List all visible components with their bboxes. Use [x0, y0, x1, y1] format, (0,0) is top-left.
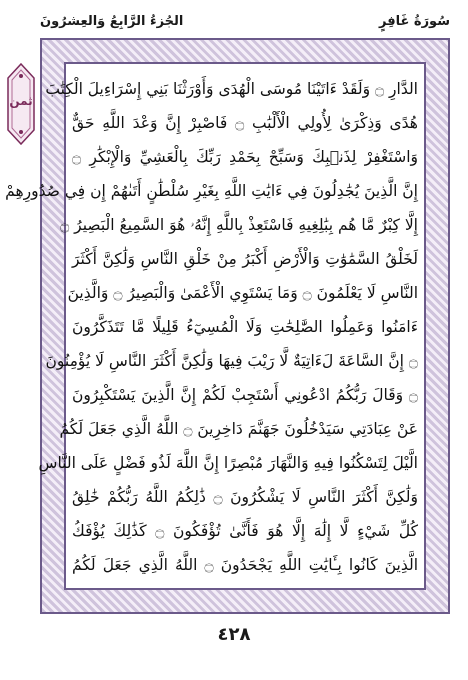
text-line-9: ۝ إِنَّ السَّاعَةَ لَءَاتِيَةٌ لَّا رَيْبَ فِيهَا وَلَٰكِنَّ أَكْثَرَ النَّاسِ لَا يُؤْمِنُونَ [45, 352, 418, 370]
page-number: ٤٢٨ [217, 624, 251, 645]
marker-label: ثمن [9, 94, 33, 108]
text-line-11: عَنْ عِبَادَتِي سَيَدْخُلُونَ جَهَنَّمَ دَاخِرِينَ ۝ اللَّهُ الَّذِي جَعَلَ لَكُمُ [59, 420, 418, 438]
text-line-3: وَاسْتَغْفِرْ لِذَنۢبِكَ وَسَبِّحْ بِحَمْدِ رَبِّكَ بِالْعَشِيِّ وَالْإِبْكَٰرِ ۝ [72, 148, 418, 166]
text-line-15: الَّذِينَ كَانُوا بِـَٔايَٰتِ اللَّهِ يَجْحَدُونَ ۝ اللَّهُ الَّذِي جَعَلَ لَكُمُ [72, 556, 418, 574]
juz-label: الجُزءُ الرَّابِعُ وَالعِشرُونَ [40, 13, 184, 29]
text-line-13: وَلَٰكِنَّ أَكْثَرَ النَّاسِ لَا يَشْكُرُونَ ۝ ذَٰلِكُمُ اللَّهُ رَبُّكُمْ خَٰلِقُ [72, 488, 418, 506]
text-line-10: ۝ وَقَالَ رَبُّكُمُ ادْعُونِي أَسْتَجِبْ لَكُمْ إِنَّ الَّذِينَ يَسْتَكْبِرُونَ [72, 386, 418, 404]
text-line-8: ءَامَنُوا وَعَمِلُوا الصَّٰلِحَٰتِ وَلَا الْمُسِيٓءُ قَلِيلًا مَّا تَتَذَكَّرُونَ [72, 318, 418, 336]
text-line-12: الَّيْلَ لِتَسْكُنُوا فِيهِ وَالنَّهَارَ مُبْصِرًا إِنَّ اللَّهَ لَذُو فَضْلٍ عَلَى النَّاسِ [38, 454, 418, 472]
page-header [40, 10, 450, 32]
text-line-4: إِنَّ الَّذِينَ يُجَٰدِلُونَ فِي ءَايَٰتِ اللَّهِ بِغَيْرِ سُلْطَٰنٍ أَتَىٰهُمْ إِن فِي صُدُورِهِمْ [5, 182, 418, 200]
text-line-5: إِلَّا كِبْرٌ مَّا هُم بِبَٰلِغِيهِ فَاسْتَعِذْ بِاللَّهِ إِنَّهُۥ هُوَ السَّمِيعُ الْبَصِيرُ ۝ [60, 216, 418, 234]
text-line-7: النَّاسِ لَا يَعْلَمُونَ ۝ وَمَا يَسْتَوِي الْأَعْمَىٰ وَالْبَصِيرُ ۝ وَالَّذِينَ [67, 284, 418, 302]
text-line-14: كُلِّ شَيْءٍ لَّا إِلَٰهَ إِلَّا هُوَ فَأَنَّىٰ تُؤْفَكُونَ ۝ كَذَٰلِكَ يُؤْفَكُ [72, 522, 419, 540]
text-line-1: الدَّارِ ۝ وَلَقَدْ ءَاتَيْنَا مُوسَى الْهُدَى وَأَوْرَثْنَا بَنِي إِسْرَاءِيلَ الْكِتَٰبَ [45, 80, 418, 98]
surah-name: سُورَةُ غَافِرٍ [379, 13, 450, 29]
hizb-marker [4, 64, 38, 144]
text-line-2: هُدًى وَذِكْرَىٰ لِأُولِي الْأَلْبَٰبِ ۝ فَاصْبِرْ إِنَّ وَعْدَ اللَّهِ حَقٌّ [72, 114, 418, 132]
text-line-6: لَخَلْقُ السَّمَٰوَٰتِ وَالْأَرْضِ أَكْبَرُ مِنْ خَلْقِ النَّاسِ وَلَٰكِنَّ أَكْثَرَ [72, 250, 418, 268]
